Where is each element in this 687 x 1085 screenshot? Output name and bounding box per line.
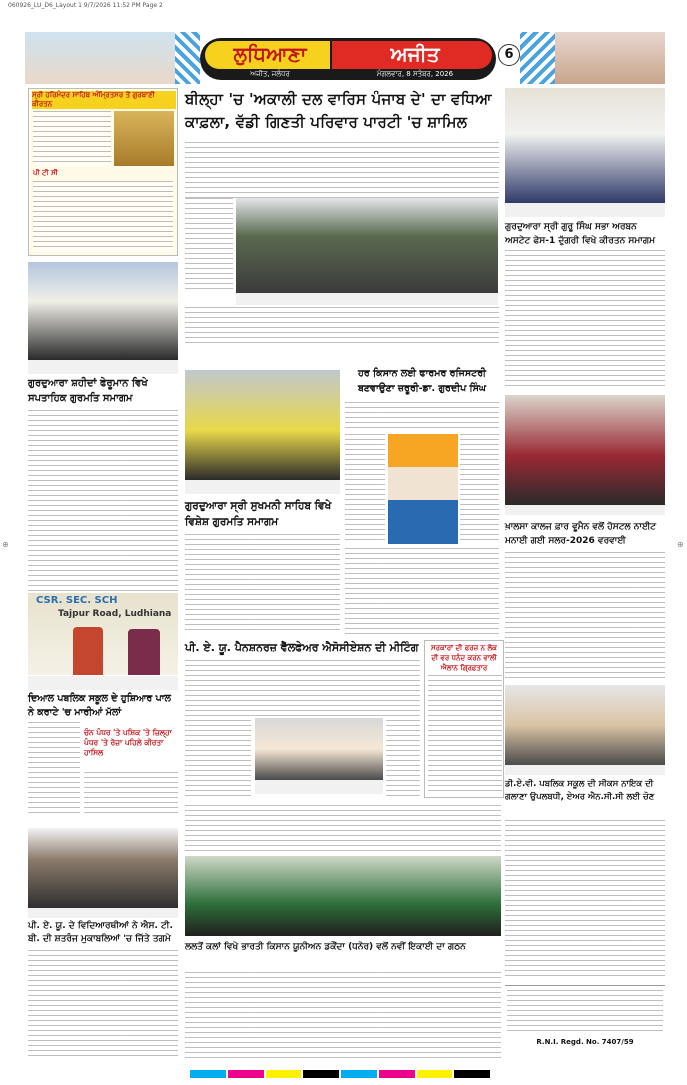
story-kisan-intro	[345, 402, 499, 432]
photo-caption-sukhmani	[185, 480, 340, 494]
masthead-edition: ਅਜੀਤ, ਜਲੰਧਰ	[250, 70, 290, 78]
printer-color-bar	[190, 1070, 490, 1078]
story-sukhmani	[185, 534, 340, 634]
registration-mark-right: ⊕	[677, 540, 684, 549]
banner-address: Tajpur Road, Ludhiana	[58, 609, 172, 619]
color-swatch	[417, 1070, 453, 1078]
lead-story-text	[185, 142, 499, 198]
color-swatch	[341, 1070, 377, 1078]
imprint-box	[505, 985, 665, 1053]
photo-caption-guru-singh	[505, 203, 665, 217]
photo-caption-khalsa	[505, 505, 665, 515]
story-kisan-col	[345, 434, 385, 544]
headline-dewal-school: ਦਿਆਲ ਪਬਲਿਕ ਸਕੂਲ ਦੇ ਹੁਸ਼ਿਆਰ ਪਾਲ ਨੇ ਕਰਾਟੇ 'ਚ ਮਾਰੀਆਂ ਮੱਲਾਂ	[28, 693, 171, 718]
photo-pau-students	[28, 828, 178, 908]
color-swatch	[228, 1070, 264, 1078]
imprint-text	[507, 990, 663, 1034]
color-swatch	[303, 1070, 339, 1078]
masthead-right-photo	[555, 32, 665, 84]
ad-title: ਸ੍ਰੀ ਹਰਿਮੰਦਰ ਸਾਹਿਬ ਅੰਮ੍ਰਿਤਸਰ ਤੋਂ ਗੁਰਬਾਣੀ ਕੀਰਤਨ	[32, 91, 176, 109]
story-dewal	[28, 722, 80, 814]
headline-pau-students: ਪੀ. ਏ. ਯੂ. ਦੇ ਵਿਦਿਆਰਥੀਆਂ ਨੇ ਐਸ. ਟੀ. ਬੀ. ਦੀ ਸ਼ਤਰੰਜ ਮੁਕਾਬਲਿਆਂ 'ਚ ਜਿੱਤੇ ਤਗਮੇ	[28, 921, 173, 944]
masthead-pattern-right	[520, 32, 555, 84]
photo-pensioners-meeting	[255, 718, 383, 780]
photo-caption-lead	[236, 293, 498, 305]
headline-kisan: ਹਰ ਕਿਸਾਨ ਲਈ ਫਾਰਮਰ ਰਜਿਸਟਰੀ ਬਣਵਾਉਣਾ ਜ਼ਰੂਰੀ-ਡਾ. ਗੁਰਦੀਪ ਸਿੰਘ	[358, 368, 486, 394]
headline-pensioners: ਪੀ. ਏ. ਯੂ. ਪੈਨਸ਼ਨਰਜ਼ ਵੈੱਲਫੇਅਰ ਐਸੋਸੀਏਸ਼ਨ ਦੀ ਮੀਟਿੰਗ	[185, 641, 419, 654]
print-slug: 060926_LU_D6_Layout 1 9/7/2026 11:52 PM Page 2	[8, 2, 163, 9]
small-box-headline: ਸਰਕਾਰਾਂ ਦੀ ਫਰਜ਼ ਨ ਲੋਕ ਦੀ ਵਰ ਧਨੰਦ ਕਰਨ ਵਾਲੀ ਐਲਾਨ ਗ੍ਰਿਫ਼ਤਾਰ	[431, 644, 497, 672]
person-figure	[73, 627, 103, 675]
masthead-date: ਮੰਗਲਵਾਰ, 8 ਸਤੰਬਰ, 2026	[376, 70, 454, 78]
color-swatch	[379, 1070, 415, 1078]
dewal-subhead: ਚੰਨ ਪੰਧਰ 'ਤੇ ਪਸ਼ਿਕ 'ਤੇ ਜ਼ਿਲ੍ਹਾ ਪੰਧਰ 'ਤੇ ਰੋਜ਼ਾ ਪਹਿਲੇ ਕੀਰਤਾ ਹਾਸਿਲ	[84, 728, 172, 757]
masthead-title-right: ਅਜੀਤ	[390, 42, 440, 66]
registration-mark-left: ⊕	[2, 540, 9, 549]
photo-gurdwara-guru-singh	[505, 88, 665, 203]
lead-story-column	[185, 198, 233, 293]
photo-party-joining	[236, 198, 498, 293]
photo-kisan-union	[185, 856, 501, 936]
story-gurdwara-shaheedan	[28, 410, 178, 592]
story-khalsa	[505, 552, 665, 682]
photo-dr-gurdeep-singh	[388, 434, 458, 544]
story-kisan-continued	[345, 548, 499, 636]
story-pau-students	[28, 950, 178, 1060]
headline-kisan-union: ਲਲਤੋਂ ਕਲਾਂ ਵਿਖੇ ਭਾਰਤੀ ਕਿਸਾਨ ਯੂਨੀਅਨ ਡਕੌਂਦਾ (ਧਨੇਰ) ਵਲੋਂ ਨਵੀਂ ਇਕਾਈ ਦਾ ਗਠਨ	[185, 942, 466, 952]
golden-temple-photo	[114, 111, 174, 166]
color-swatch	[266, 1070, 302, 1078]
photo-caption-pensioners	[255, 780, 383, 794]
masthead-title-left: ਲੁਧਿਆਣਾ	[233, 42, 307, 66]
page-number: 6	[498, 44, 520, 66]
banner-sign: CSR. SEC. SCH	[36, 595, 118, 606]
headline-gurdwara-shaheedan: ਗੁਰਦੁਆਰਾ ਸ਼ਹੀਦਾਂ ਫੇਰੂਮਾਨ ਵਿਖੇ ਸਪਤਾਹਿਕ ਗੁਰਮਤਿ ਸਮਾਗਮ	[28, 378, 148, 404]
color-swatch	[454, 1070, 490, 1078]
photo-gurmat-samagam	[28, 262, 178, 360]
masthead-pattern-left	[175, 32, 200, 84]
photo-dav-school	[505, 685, 665, 765]
story-pensioners-col-2	[386, 720, 420, 798]
photo-khalsa-college	[505, 395, 665, 505]
ad-box	[28, 88, 178, 256]
masthead-left-photo	[25, 32, 175, 84]
story-pensioners	[185, 660, 420, 718]
headline-gurdwara-guru-singh: ਗੁਰਦੁਆਰਾ ਸ੍ਰੀ ਗੁਰੂ ਸਿੰਘ ਸਭਾ ਅਰਬਨ ਅਸਟੇਟ ਫੇਸ-1 ਦੁੱਗਰੀ ਵਿਖੇ ਕੀਰਤਨ ਸਮਾਗਮ	[505, 222, 656, 246]
photo-sukhmani	[185, 370, 340, 480]
story-bottom-text	[185, 805, 501, 853]
story-kisan-union	[185, 972, 501, 1062]
photo-caption-2	[28, 676, 178, 690]
school-banner-photo	[28, 593, 178, 675]
color-swatch	[190, 1070, 226, 1078]
ad-tag: ਪੀ ਟੀ ਸੀ	[33, 169, 58, 177]
lead-story-continued	[185, 307, 499, 347]
headline-sukhmani: ਗੁਰਦੁਆਰਾ ਸ੍ਰੀ ਸੁਖਮਨੀ ਸਾਹਿਬ ਵਿਖੇ ਵਿਸ਼ੇਸ਼ ਗੁਰਮਤਿ ਸਮਾਗਮ	[185, 500, 332, 528]
story-dewal-2	[84, 772, 178, 814]
photo-caption-dav	[505, 765, 665, 775]
headline-khalsa-college: ਖ਼ਾਲਸਾ ਕਾਲਜ ਫ਼ਾਰ ਵੂਮੈਨ ਵਲੋਂ ਹੋਸਟਲ ਨਾਈਟ ਮਨਾਈ ਗਈ ਸਲਰ-2026 ਵਰਵਾਈ	[505, 522, 657, 546]
person-figure	[128, 629, 160, 675]
photo-caption-3	[28, 908, 178, 918]
ad-text-2	[33, 181, 173, 251]
small-box-text	[428, 675, 502, 795]
story-kisan-col-2	[460, 434, 499, 544]
lead-headline: ਬੀਲ੍ਹਾ 'ਚ 'ਅਕਾਲੀ ਦਲ ਵਾਰਿਸ ਪੰਜਾਬ ਦੇ' ਦਾ ਵਧਿਆ ਕਾਫ਼ਲਾ, ਵੱਡੀ ਗਿਣਤੀ ਪਰਿਵਾਰ ਪਾਰਟੀ 'ਚ ਸ਼ਾਮਿਲ	[185, 90, 492, 131]
story-pensioners-col	[185, 720, 251, 798]
photo-caption-1	[28, 360, 178, 374]
headline-dav-school: ਡੀ.ਏ.ਵੀ. ਪਬਲਿਕ ਸਕੂਲ ਦੀ ਸੀਕਸ ਨਾਇਕ ਦੀ ਗਲਾਣਾ ਉਪਲਬਧੀ, ਏਅਰ ਐਨ.ਸੀ.ਸੀ ਲਈ ਚੋਣ	[505, 779, 655, 802]
story-dav	[505, 820, 665, 980]
ad-text	[33, 111, 111, 166]
small-news-box	[424, 640, 504, 798]
imprint-rni: R.N.I. Regd. No. 7407/59	[536, 1038, 634, 1046]
story-guru-singh	[505, 250, 665, 390]
